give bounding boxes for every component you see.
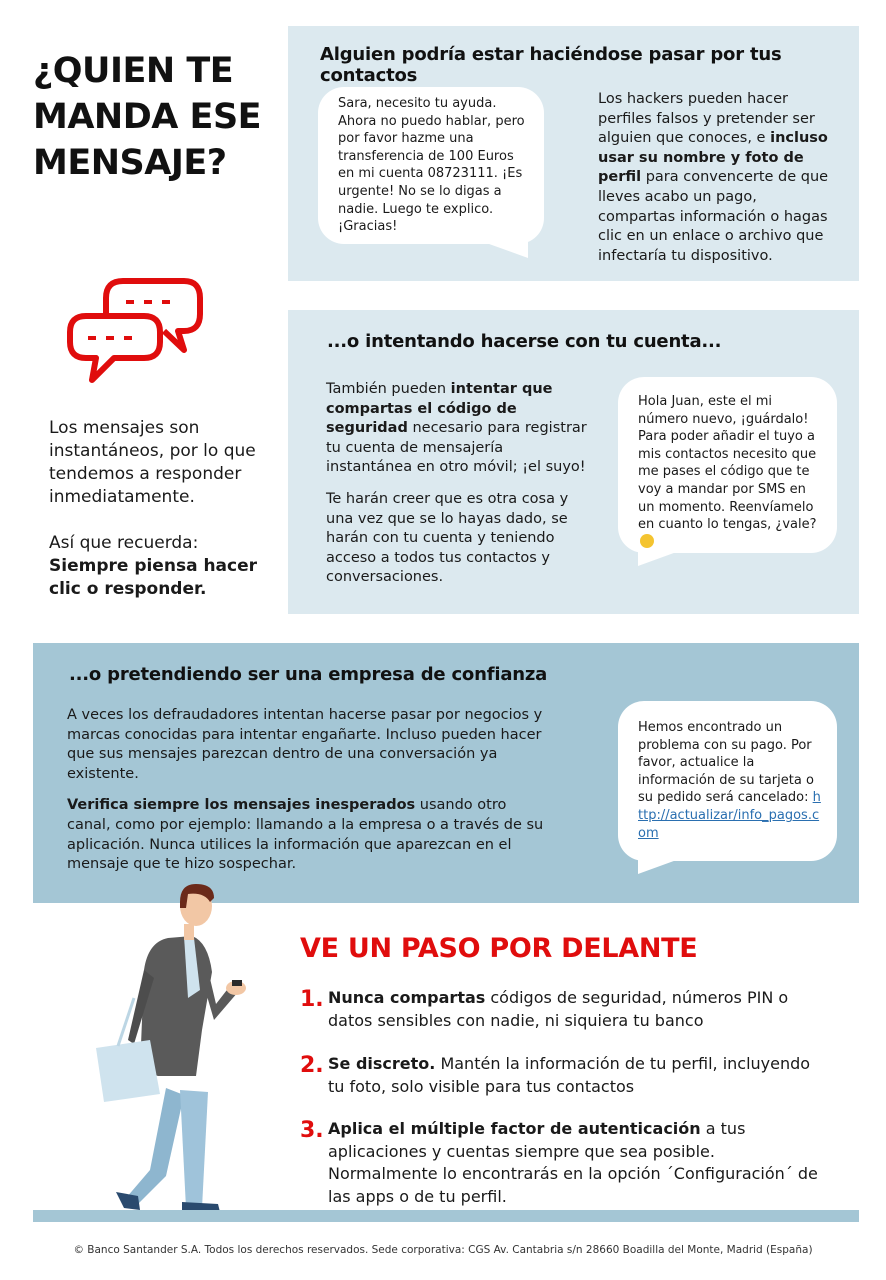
tip-number: 1. [300, 987, 324, 1012]
tip-text: Aplica el múltiple factor de autenticación a tus aplicaciones y cuentas siempre que sea posible. Normalmente lo encontrarás en la opción ´Configuración´ de las apps o de tu perfil. [328, 1119, 818, 1206]
message-bubble-company [618, 701, 837, 861]
phishing-link[interactable]: http://actualizar/info_pagos.com [638, 790, 821, 841]
section-title-contacts: Alguien podría estar haciéndose pasar por tus contactos [320, 44, 782, 86]
account-description: También pueden intentar que compartas el código de seguridad necesario para registrar tu cuenta de mensajería instantánea en otro móvil; ¡el suyo! Te harán creer que es otra cosa y una vez que se lo hayas dado, se harán con tu cuenta y teniendo acceso a todos tus contactos y conversaciones. [326, 381, 587, 586]
tip-text: Se discreto. Mantén la información de tu perfil, incluyendo tu foto, solo visible para tus contactos [328, 1054, 811, 1096]
smiley-icon [640, 534, 654, 548]
bubble-tail [638, 550, 682, 566]
message-bubble-sara [318, 87, 544, 244]
chat-bubbles-icon [66, 276, 206, 388]
company-description: A veces los defraudadores intentan hacerse pasar por negocios y marcas conocidas para intentar engañarte. Incluso pueden hacer que sus mensajes parezcan dentro de una conversación ya existente. Verifica siempre los mensajes inesperados usando otro canal, como por ejemplo: llamando a la empresa o a través de su aplicación. Nunca utilices la información que aparezcan en el mensaje que te hizo sospechar. [67, 707, 544, 873]
bottom-divider [33, 1210, 859, 1222]
tip-number: 3. [300, 1118, 324, 1143]
message-bubble-text: Hola Juan, este el mi número nuevo, ¡guárdalo! Para poder añadir el tuyo a mis contactos necesito que me pases el código que te voy a mandar por SMS en un momento. Reenvíamelo en cuanto lo tengas, ¿vale? [638, 394, 817, 533]
tip-text: Nunca compartas códigos de seguridad, números PIN o datos sensibles con nadie, ni siquiera tu banco [328, 988, 789, 1030]
footer-copyright: © Banco Santander S.A. Todos los derechos reservados. Sede corporativa: CGS Av. Cantabria s/n 28660 Boadilla del Monte, Madrid (España) [73, 1244, 813, 1256]
tip-item-3 [300, 1118, 820, 1208]
section-title-company: ...o pretendiendo ser una empresa de confianza [69, 664, 548, 685]
tip-item-2 [300, 1053, 820, 1098]
tips-title: VE UN PASO POR DELANTE [300, 933, 698, 964]
message-bubble-text: Hemos encontrado un problema con su pago. Por favor, actualice la información de su tarjeta o su pedido será cancelado: [638, 720, 814, 806]
sidebar-instant-messages: Los mensajes son instantáneos, por lo que tendemos a responder inmediatamente. Así que recuerda: Siempre piensa hacer clic o responder. [49, 418, 258, 599]
message-bubble-juan [618, 377, 837, 553]
bubble-tail [478, 240, 528, 258]
message-bubble-text: Sara, necesito tu ayuda. Ahora no puedo hablar, pero por favor hazme una transferencia de 100 Euros en mi cuenta 08723111. ¡Es urgente! No se lo digas a nadie. Luego te explico. ¡Gracias! [338, 96, 525, 235]
tip-number: 2. [300, 1053, 324, 1078]
bubble-tail [638, 858, 682, 874]
page-title: ¿QUIEN TE MANDA ESE MENSAJE? [33, 51, 262, 183]
man-with-phone-illustration [88, 880, 278, 1215]
contacts-description: Los hackers pueden hacer perfiles falsos y pretender ser alguien que conoces, e incluso usar su nombre y foto de perfil para convencerte de que lleves acabo un pago, compartas información o hagas clic en un enlace o archivo que infectaría tu dispositivo. [598, 91, 829, 264]
section-title-account: ...o intentando hacerse con tu cuenta... [327, 331, 722, 352]
tip-item-1 [300, 987, 820, 1032]
